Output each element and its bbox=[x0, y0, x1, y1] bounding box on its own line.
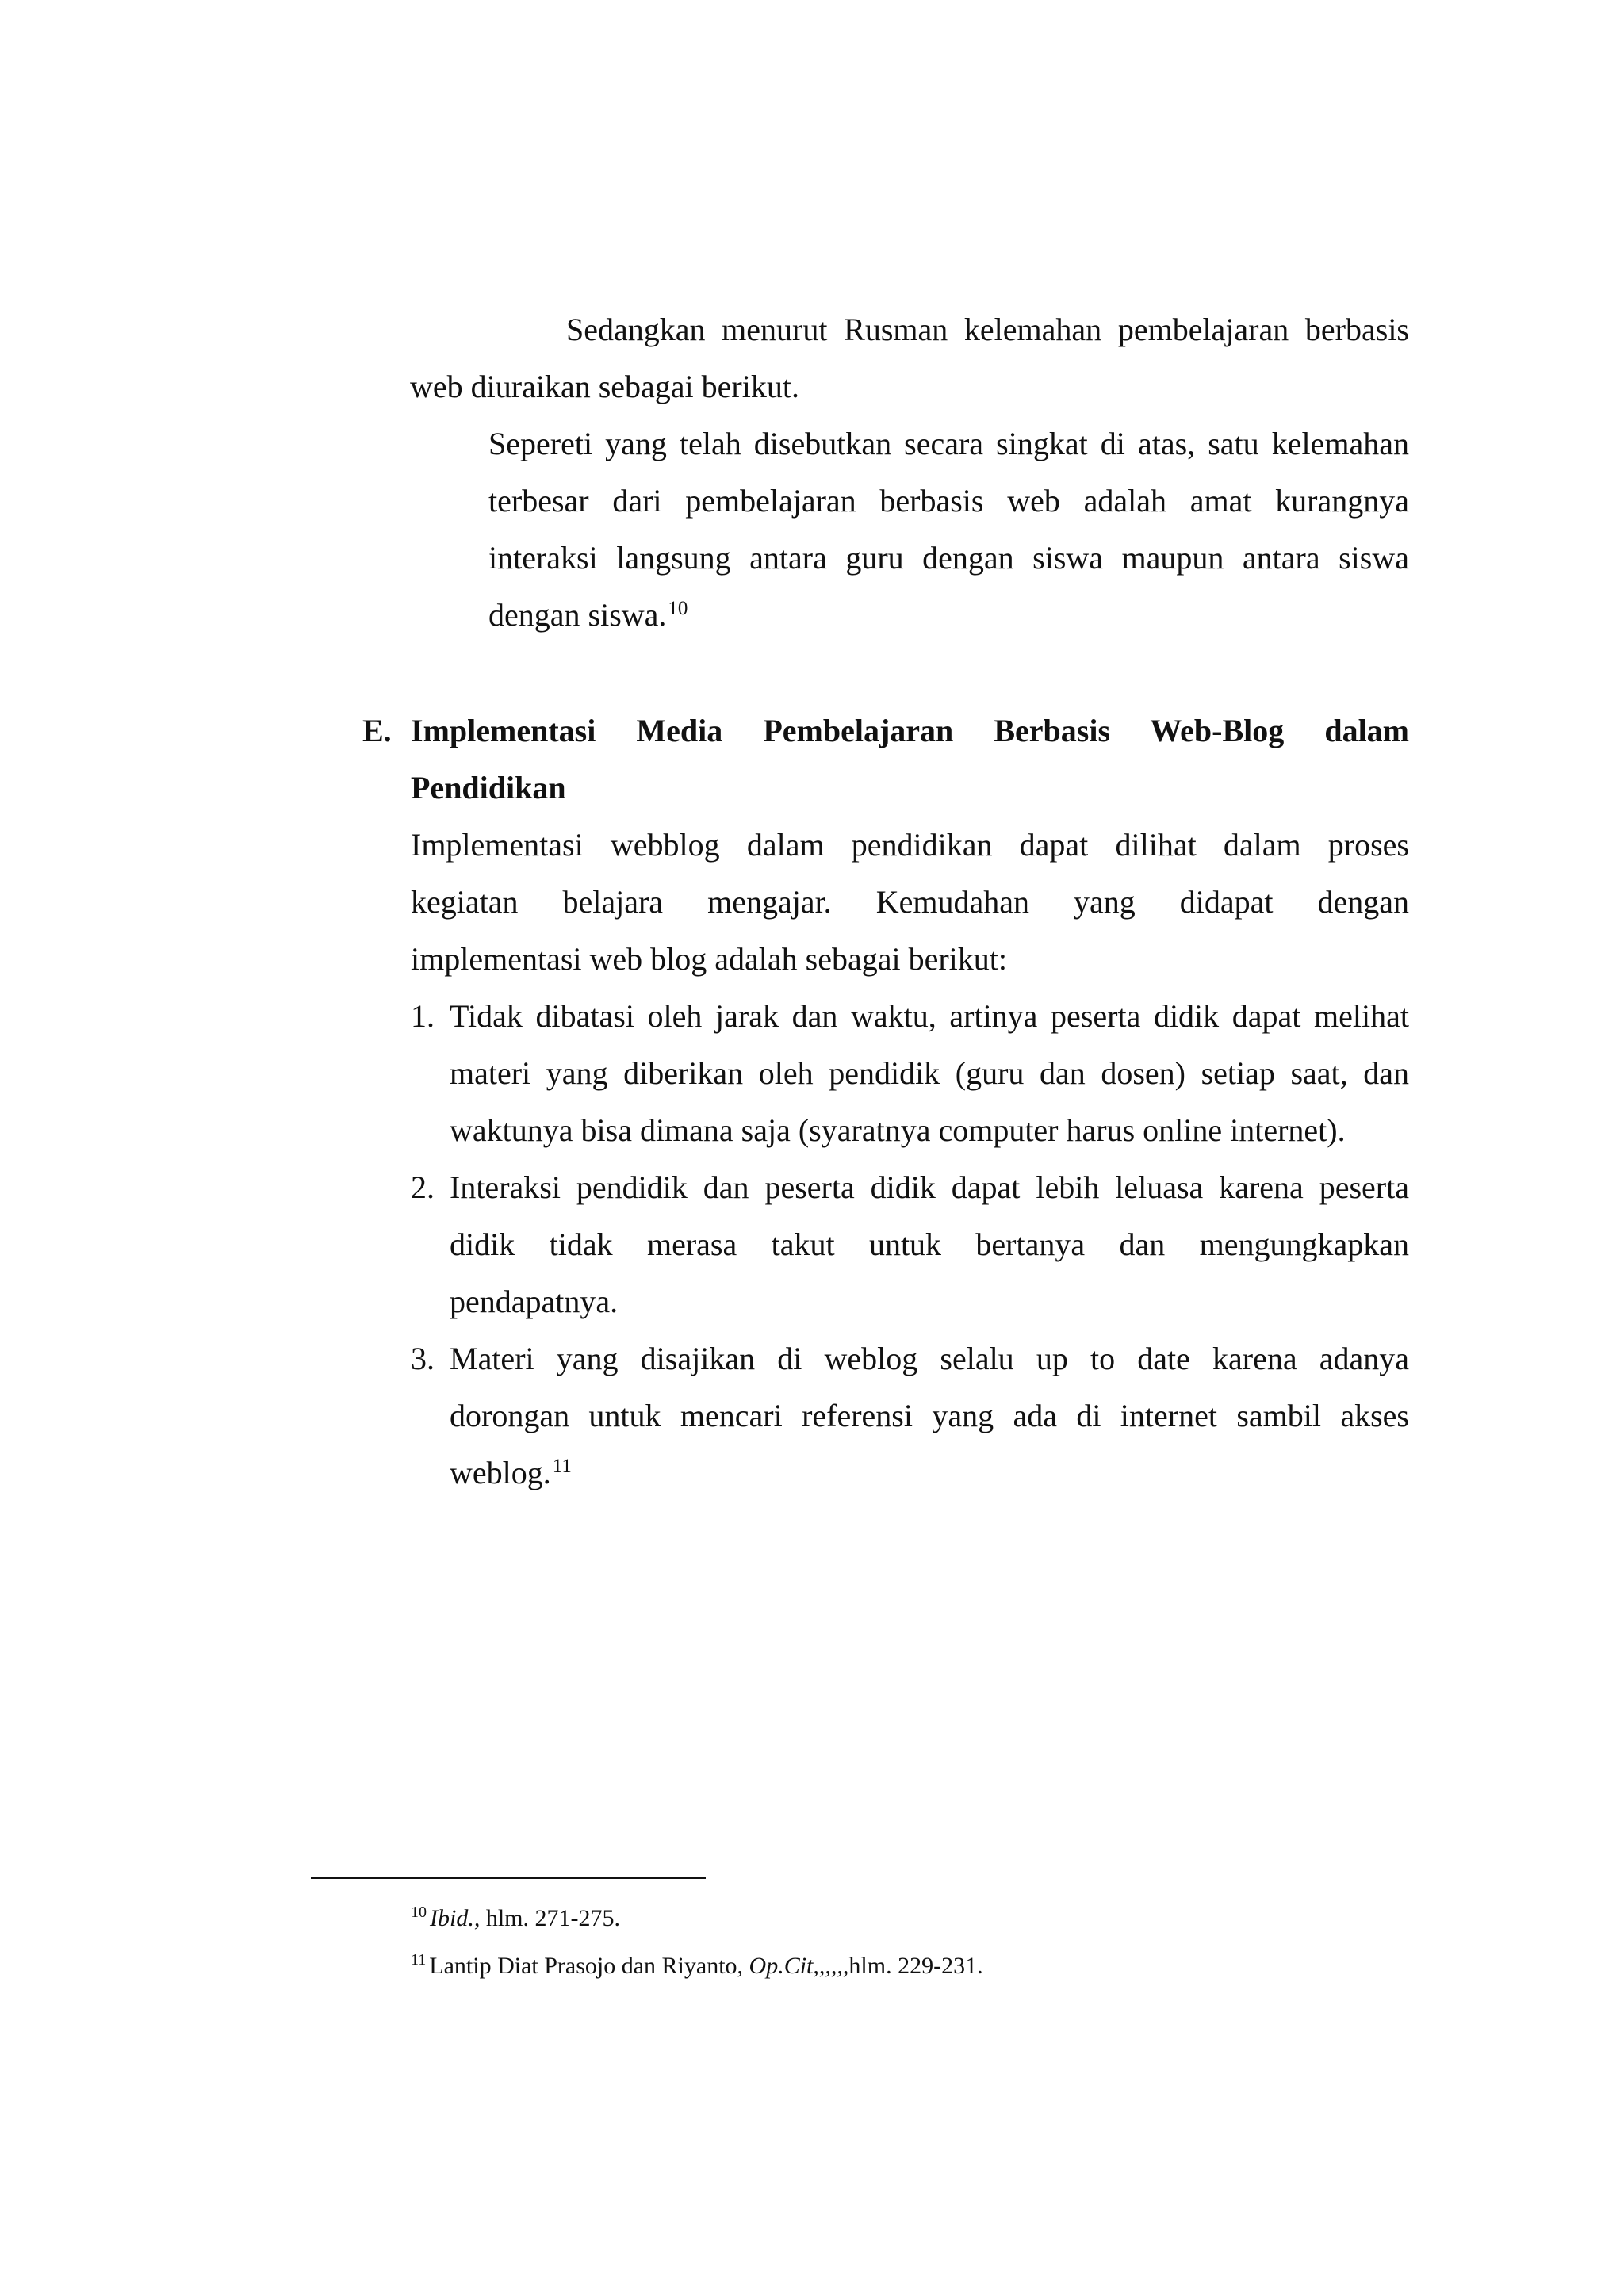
intro-line-2: web diuraikan sebagai berikut. bbox=[410, 369, 799, 404]
quote-last-text: dengan siswa. bbox=[488, 597, 667, 633]
list-item-2-line-3: pendapatnya. bbox=[450, 1284, 619, 1319]
intro-line-1: Sedangkan menurut Rusman kelemahan pembelajaran berbasis bbox=[566, 312, 1409, 347]
section-body-line-3: implementasi web blog adalah sebagai berikut: bbox=[411, 941, 1007, 977]
footnote-ref-11: 11 bbox=[552, 1455, 572, 1477]
list-item-3-last-text: weblog. bbox=[450, 1455, 551, 1490]
footnote-10-italic: Ibid., bbox=[430, 1905, 481, 1931]
section-heading-line-2: Pendidikan bbox=[411, 770, 566, 806]
list-item-3-line-1: Materi yang disajikan di weblog selalu up to date karena adanya bbox=[450, 1341, 1409, 1376]
list-item-3-number: 3. bbox=[411, 1341, 435, 1376]
list-item-1-number: 1. bbox=[411, 998, 435, 1034]
list-item-1-line-1: Tidak dibatasi oleh jarak dan waktu, artinya peserta didik dapat melihat bbox=[450, 998, 1409, 1034]
section-heading-line-1: Implementasi Media Pembelajaran Berbasis Web-Blog dalam bbox=[411, 713, 1409, 748]
footnote-10 bbox=[411, 1904, 620, 1933]
list-item-3-line-3 bbox=[450, 1454, 572, 1492]
section-marker: E. bbox=[362, 713, 392, 748]
quote-line-1: Sepereti yang telah disebutkan secara singkat di atas, satu kelemahan bbox=[488, 426, 1409, 461]
quote-line-3: interaksi langsung antara guru dengan siswa maupun antara siswa bbox=[488, 540, 1409, 576]
list-item-2-line-1: Interaksi pendidik dan peserta didik dapat lebih leluasa karena peserta bbox=[450, 1169, 1409, 1205]
footnote-ref-10: 10 bbox=[668, 597, 688, 619]
list-item-2-line-2: didik tidak merasa takut untuk bertanya dan mengungkapkan bbox=[450, 1226, 1409, 1262]
list-item-1-line-2: materi yang diberikan oleh pendidik (guru dan dosen) setiap saat, dan bbox=[450, 1055, 1409, 1091]
quote-line-4 bbox=[488, 596, 688, 634]
footnote-11 bbox=[411, 1952, 983, 1980]
footnote-10-number: 10 bbox=[411, 1904, 427, 1921]
footnote-10-text: hlm. 271-275. bbox=[480, 1905, 620, 1931]
section-body-line-2: kegiatan belajara mengajar. Kemudahan yang didapat dengan bbox=[411, 884, 1409, 920]
footnote-11-text-after: hlm. 229-231. bbox=[848, 1953, 983, 1979]
footnote-separator bbox=[311, 1877, 706, 1879]
quote-line-2: terbesar dari pembelajaran berbasis web adalah amat kurangnya bbox=[488, 483, 1409, 519]
footnote-11-number: 11 bbox=[411, 1951, 427, 1969]
footnote-11-italic: Op.Cit,,,,,, bbox=[749, 1953, 849, 1979]
list-item-1-line-3: waktunya bisa dimana saja (syaratnya computer harus online internet). bbox=[450, 1112, 1346, 1148]
list-item-2-number: 2. bbox=[411, 1169, 435, 1205]
section-body-line-1: Implementasi webblog dalam pendidikan dapat dilihat dalam proses bbox=[411, 827, 1409, 863]
list-item-3-line-2: dorongan untuk mencari referensi yang ada di internet sambil akses bbox=[450, 1398, 1409, 1433]
footnote-11-text-before: Lantip Diat Prasojo dan Riyanto, bbox=[429, 1953, 749, 1979]
